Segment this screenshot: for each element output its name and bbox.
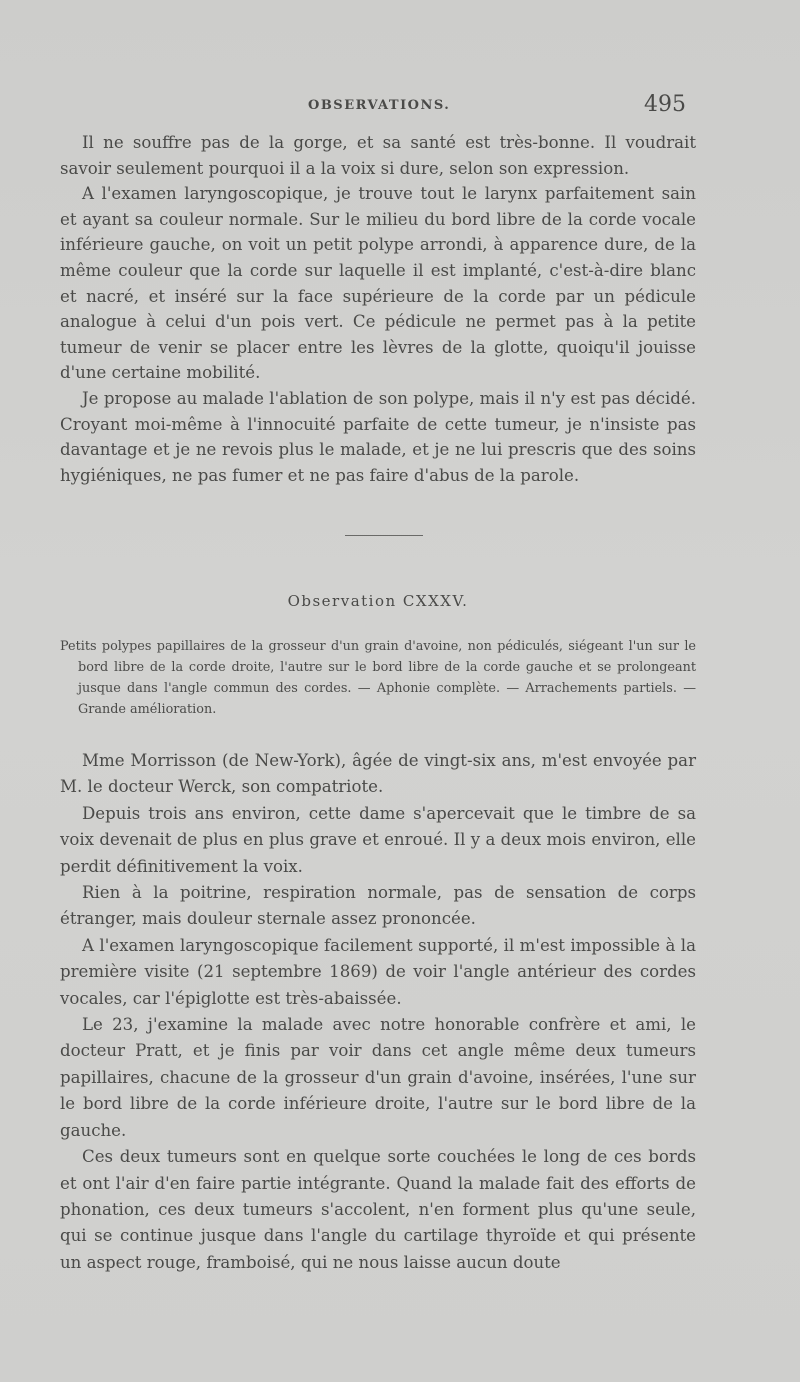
running-title: OBSERVATIONS. bbox=[308, 98, 451, 113]
previous-observation-text bbox=[60, 130, 696, 488]
observation-title: Observation CXXXV. bbox=[287, 592, 469, 610]
paragraph: A l'examen laryngoscopique facilement supporté, il m'est impossible à la première visite (21 septembre 1869) de voir l'angle antérieur des cordes vocales, car l'épiglotte est très-abaissée. bbox=[60, 935, 696, 1008]
paragraph: Rien à la poitrine, respiration normale, pas de sensation de corps étranger, mais douleur sternale assez prononcée. bbox=[60, 883, 696, 929]
paragraph: Ces deux tumeurs sont en quelque sorte couchées le long de ces bords et ont l'air d'en faire partie intégrante. Quand la malade fait des efforts de phonation, ces deux tumeurs s'accolent, n'en forment plus qu'une seule, qui se continue jusque dans l'angle du cartilage thyroïde et qui présente un aspect rouge, framboisé, qui ne nous laisse aucun doute bbox=[60, 1147, 696, 1272]
running-head bbox=[60, 92, 698, 122]
paragraph: Le 23, j'examine la malade avec notre honorable confrère et ami, le docteur Pratt, et je finis par voir dans cet angle même deux tumeurs papillaires, chacune de la grosseur d'un grain d'avoine, insérées, l'une sur le bord libre de la corde inférieure droite, l'autre sur le bord libre de la gauche. bbox=[60, 1015, 696, 1140]
observation-summary bbox=[60, 636, 696, 720]
paragraph: Depuis trois ans environ, cette dame s'apercevait que le timbre de sa voix devenait de plus en plus grave et enroué. Il y a deux mois environ, elle perdit définitivement la voix. bbox=[60, 803, 696, 876]
page-number: 495 bbox=[644, 92, 686, 117]
paragraph: Il ne souffre pas de la gorge, et sa santé est très-bonne. Il voudrait savoir seulement pourquoi il a la voix si dure, selon son expression. bbox=[60, 133, 696, 178]
paragraph: Je propose au malade l'ablation de son polype, mais il n'y est pas décidé. Croyant moi-même à l'innocuité parfaite de cette tumeur, je n'insiste pas davantage et je ne revois plus le malade, et je ne lui prescris que des soins hygiéniques, ne pas fumer et ne pas faire d'abus de la parole. bbox=[60, 388, 696, 485]
paragraph: Mme Morrisson (de New-York), âgée de vingt-six ans, m'est envoyée par M. le docteur Werck, son compatriote. bbox=[60, 751, 696, 797]
observation-text bbox=[60, 748, 696, 1276]
summary-text: Petits polypes papillaires de la grosseur d'un grain d'avoine, non pédiculés, siégeant l'un sur le bord libre de la corde droite, l'autre sur le bord libre de la corde gauche et se prolongeant jusque dans l'angle commun des cordes. — Aphonie complète. — Arrachements partiels. — Grande amélioration. bbox=[60, 639, 696, 717]
paragraph: A l'examen laryngoscopique, je trouve tout le larynx parfaitement sain et ayant sa couleur normale. Sur le milieu du bord libre de la corde vocale inférieure gauche, on voit un petit polype arrondi, à apparence dure, de la même couleur que la corde sur laquelle il est implanté, c'est-à-dire blanc et nacré, et inséré sur la face supérieure de la corde par un pédicule analogue à celui d'un pois vert. Ce pédicule ne permet pas à la petite tumeur de venir se placer entre les lèvres de la glotte, quoiqu'il jouisse d'une certaine mobilité. bbox=[60, 184, 696, 383]
section-divider bbox=[345, 535, 423, 536]
